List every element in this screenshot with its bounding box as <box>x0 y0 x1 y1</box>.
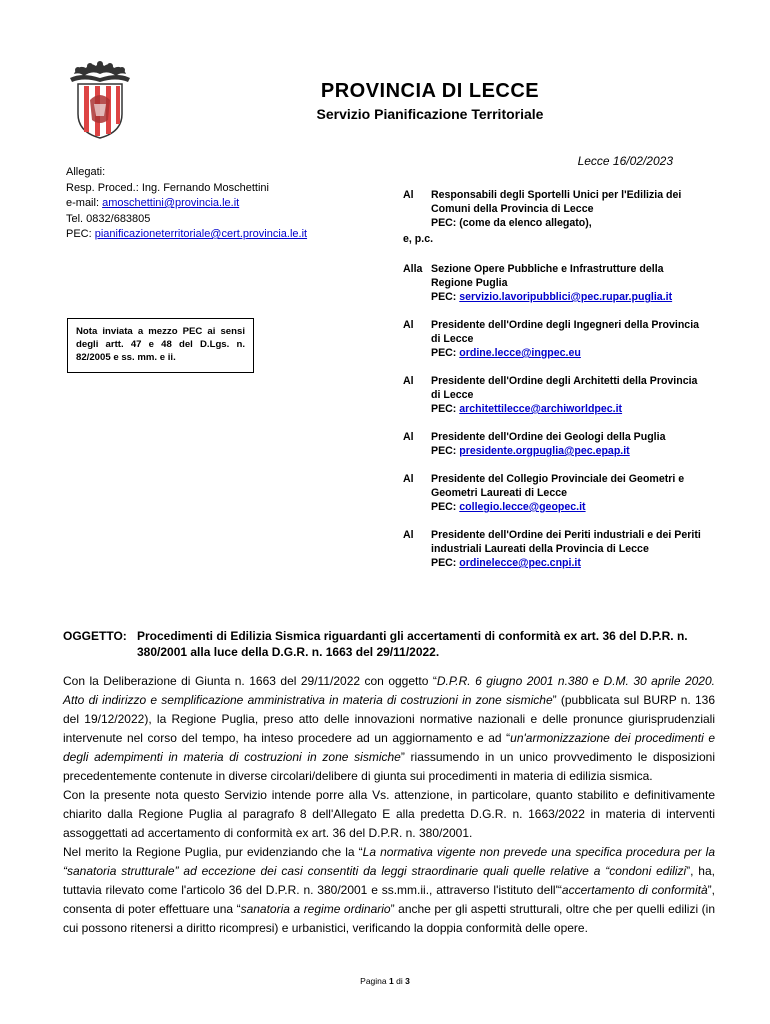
recipient-pec-link[interactable]: collegio.lecce@geopec.it <box>459 501 586 513</box>
recipient-pec-label: PEC: <box>431 557 457 569</box>
body-text: ” anche per gli aspetti strutturali, oltre che per quelli edilizi (in cui possono ritenersi a diritto ricompresi) e urbanistici, verificando la doppia conformità delle opere. <box>63 902 715 935</box>
recipient-pec-label: PEC: <box>431 501 457 513</box>
recipient-line: Presidente del Collegio Provinciale dei Geometri e <box>431 473 685 485</box>
footer-pagina: Pagina <box>360 976 387 986</box>
recipient-line: di Lecce <box>431 389 474 401</box>
body-text: ”, consenta di poter effettuare una “ <box>63 883 715 916</box>
recipient-pec <box>431 444 705 458</box>
recipient-pec-link[interactable]: ordinelecce@pec.cnpi.it <box>459 557 581 569</box>
body-text: Nel merito la Regione Puglia, pur evidenziando che la “ <box>63 845 363 859</box>
recipient-pec-label: PEC: <box>431 217 457 229</box>
recipient-pec <box>431 346 705 360</box>
allegati-label: Allegati: <box>66 166 106 178</box>
recipient-line: di Lecce <box>431 333 474 345</box>
recipient-pec-label: PEC: <box>431 445 457 457</box>
recipient <box>403 188 705 230</box>
recipients-list <box>403 188 705 584</box>
recipient-line: Presidente dell'Ordine degli Ingegneri della Provincia <box>431 319 700 331</box>
subject-label: OGGETTO: <box>63 629 127 643</box>
body-paragraph-3 <box>63 843 715 938</box>
recipient-pec-label: PEC: <box>431 403 457 415</box>
recipient-pec-link[interactable]: presidente.orgpuglia@pec.epap.it <box>459 445 630 457</box>
recipient <box>403 318 705 360</box>
recipient-prefix: Al <box>403 473 414 485</box>
body-text: ” riassumendo in un unico provvedimento le disposizioni precedentemente contenute in diverse circolari/delibere di giunta sui procedimenti in materia di edilizia sismica. <box>63 750 715 783</box>
recipient-line: industriali Laureati della Provincia di Lecce <box>431 543 649 555</box>
recipient-prefix: Al <box>403 431 414 443</box>
pec-note-box: Nota inviata a mezzo PEC ai sensi degli artt. 47 e 48 del D.Lgs. n. 82/2005 e ss. mm. e ii. <box>67 318 254 373</box>
recipient-line: Responsabili degli Sportelli Unici per l'Edilizia dei <box>431 189 682 201</box>
email-line <box>66 196 307 212</box>
body-paragraph-2 <box>63 786 715 843</box>
recipient-prefix: Al <box>403 529 414 541</box>
recipient <box>403 374 705 416</box>
recipient-line: Presidente dell'Ordine dei Periti industriali e dei Periti <box>431 529 701 541</box>
footer-page-total: 3 <box>405 976 410 986</box>
recipient-prefix: Alla <box>403 263 423 275</box>
recipient <box>403 472 705 514</box>
recipient-pec <box>431 216 705 230</box>
recipient-prefix: Al <box>403 189 414 201</box>
body-text-italic: La normativa vigente non prevede una specifica procedura per la “sanatoria strutturale” ad eccezione dei casi consentiti da leggi straordinarie quali quelle relative a “condoni edilizi <box>63 845 715 878</box>
pec-label: PEC: <box>66 228 92 240</box>
page-footer <box>0 976 770 986</box>
telephone: Tel. 0832/683805 <box>66 212 151 225</box>
body-text-italic: accertamento di conformità <box>561 883 708 897</box>
recipient-pec <box>431 500 705 514</box>
recipient-line: Presidente dell'Ordine dei Geologi della Puglia <box>431 431 666 443</box>
recipient-pec-label: PEC: <box>431 347 457 359</box>
recipient-pec <box>431 402 705 416</box>
recipient-pec <box>431 290 705 304</box>
footer-di: di <box>396 976 403 986</box>
letter-body <box>63 672 715 938</box>
recipient-line: Presidente dell'Ordine degli Architetti della Provincia <box>431 375 698 387</box>
body-text: ” (pubblicata sul BURP n. 136 del 19/12/2022), la Regione Puglia, preso atto delle innovazioni normative nazionali e delle pronunce giurisprudenziali intervenute nel corso del tempo, ha inteso procedere ad un aggiornamento e ad “ <box>63 693 715 745</box>
recipient <box>403 262 705 304</box>
body-paragraph-1 <box>63 672 715 786</box>
page-subtitle: Servizio Pianificazione Territoriale <box>316 106 544 122</box>
responsible-person: Resp. Proced.: Ing. Fernando Moschettini <box>66 181 269 194</box>
recipient <box>403 528 705 570</box>
pec-link[interactable]: pianificazioneterritoriale@cert.provincia.le.it <box>94 228 308 240</box>
recipient-pec-link[interactable]: architettilecce@archiworldpec.it <box>459 403 623 415</box>
body-text: ”, ha, tuttavia rilevato come l'articolo 36 del D.P.R. n. 380/2001 e ss.mm.ii., attraverso l'istituto dell'“ <box>63 864 715 897</box>
subject-text: Procedimenti di Edilizia Sismica riguardanti gli accertamenti di conformità ex art. 36 del D.P.R. n. 380/2001 alla luce della D.G.R. n. 1663 del 29/11/2022. <box>137 629 688 659</box>
sender-block <box>66 165 307 243</box>
recipient-prefix: Al <box>403 319 414 331</box>
body-text: Con la Deliberazione di Giunta n. 1663 del 29/11/2022 con oggetto “ <box>63 674 437 688</box>
recipient-pec-link[interactable]: ordine.lecce@ingpec.eu <box>459 347 581 359</box>
body-text-italic: sanatoria a regime ordinario <box>240 902 391 916</box>
email-label: e-mail: <box>66 197 100 209</box>
recipient-pec-label: PEC: <box>431 291 457 303</box>
recipient-pec <box>431 556 705 570</box>
recipient <box>403 430 705 458</box>
body-text: Con la presente nota questo Servizio intende porre alla Vs. attenzione, in particolare, quanto stabilito e definitivamente chiarito dalla Regione Puglia al paragrafo 8 dell'Allegato E alla predetta D.G.R. n. 1663/2022 in materia di interventi assoggettati ad accertamento di conformità ex art. 36 del D.P.R. n. 380/2001. <box>63 788 715 840</box>
recipient-line: Sezione Opere Pubbliche e Infrastrutture della <box>431 263 664 275</box>
recipient-pec-link[interactable]: servizio.lavoripubblici@pec.rupar.puglia.it <box>459 291 673 303</box>
footer-page-number: 1 <box>389 976 394 986</box>
page-title: PROVINCIA DI LECCE <box>320 80 540 102</box>
recipient-line: Regione Puglia <box>431 277 508 289</box>
body-text-italic: un'armonizzazione dei procedimenti e degli adempimenti in materia di costruzioni in zone sismiche <box>63 731 715 764</box>
subject-block <box>63 628 715 660</box>
recipient-prefix: Al <box>403 375 414 387</box>
recipient-line: Comuni della Provincia di Lecce <box>431 203 594 215</box>
per-conoscenza-label: e, p.c. <box>403 233 434 245</box>
letter-date: Lecce 16/02/2023 <box>577 154 673 168</box>
recipient-pec-value: (come da elenco allegato), <box>459 217 592 229</box>
pec-line <box>66 227 307 243</box>
body-text-italic: D.P.R. 6 giugno 2001 n.380 e D.M. 30 aprile 2020. Atto di indirizzo e semplificazione amministrativa in materia di costruzioni in zone sismiche <box>63 674 715 707</box>
recipient-line: Geometri Laureati di Lecce <box>431 487 568 499</box>
email-link[interactable]: amoschettini@provincia.le.it <box>102 197 240 209</box>
